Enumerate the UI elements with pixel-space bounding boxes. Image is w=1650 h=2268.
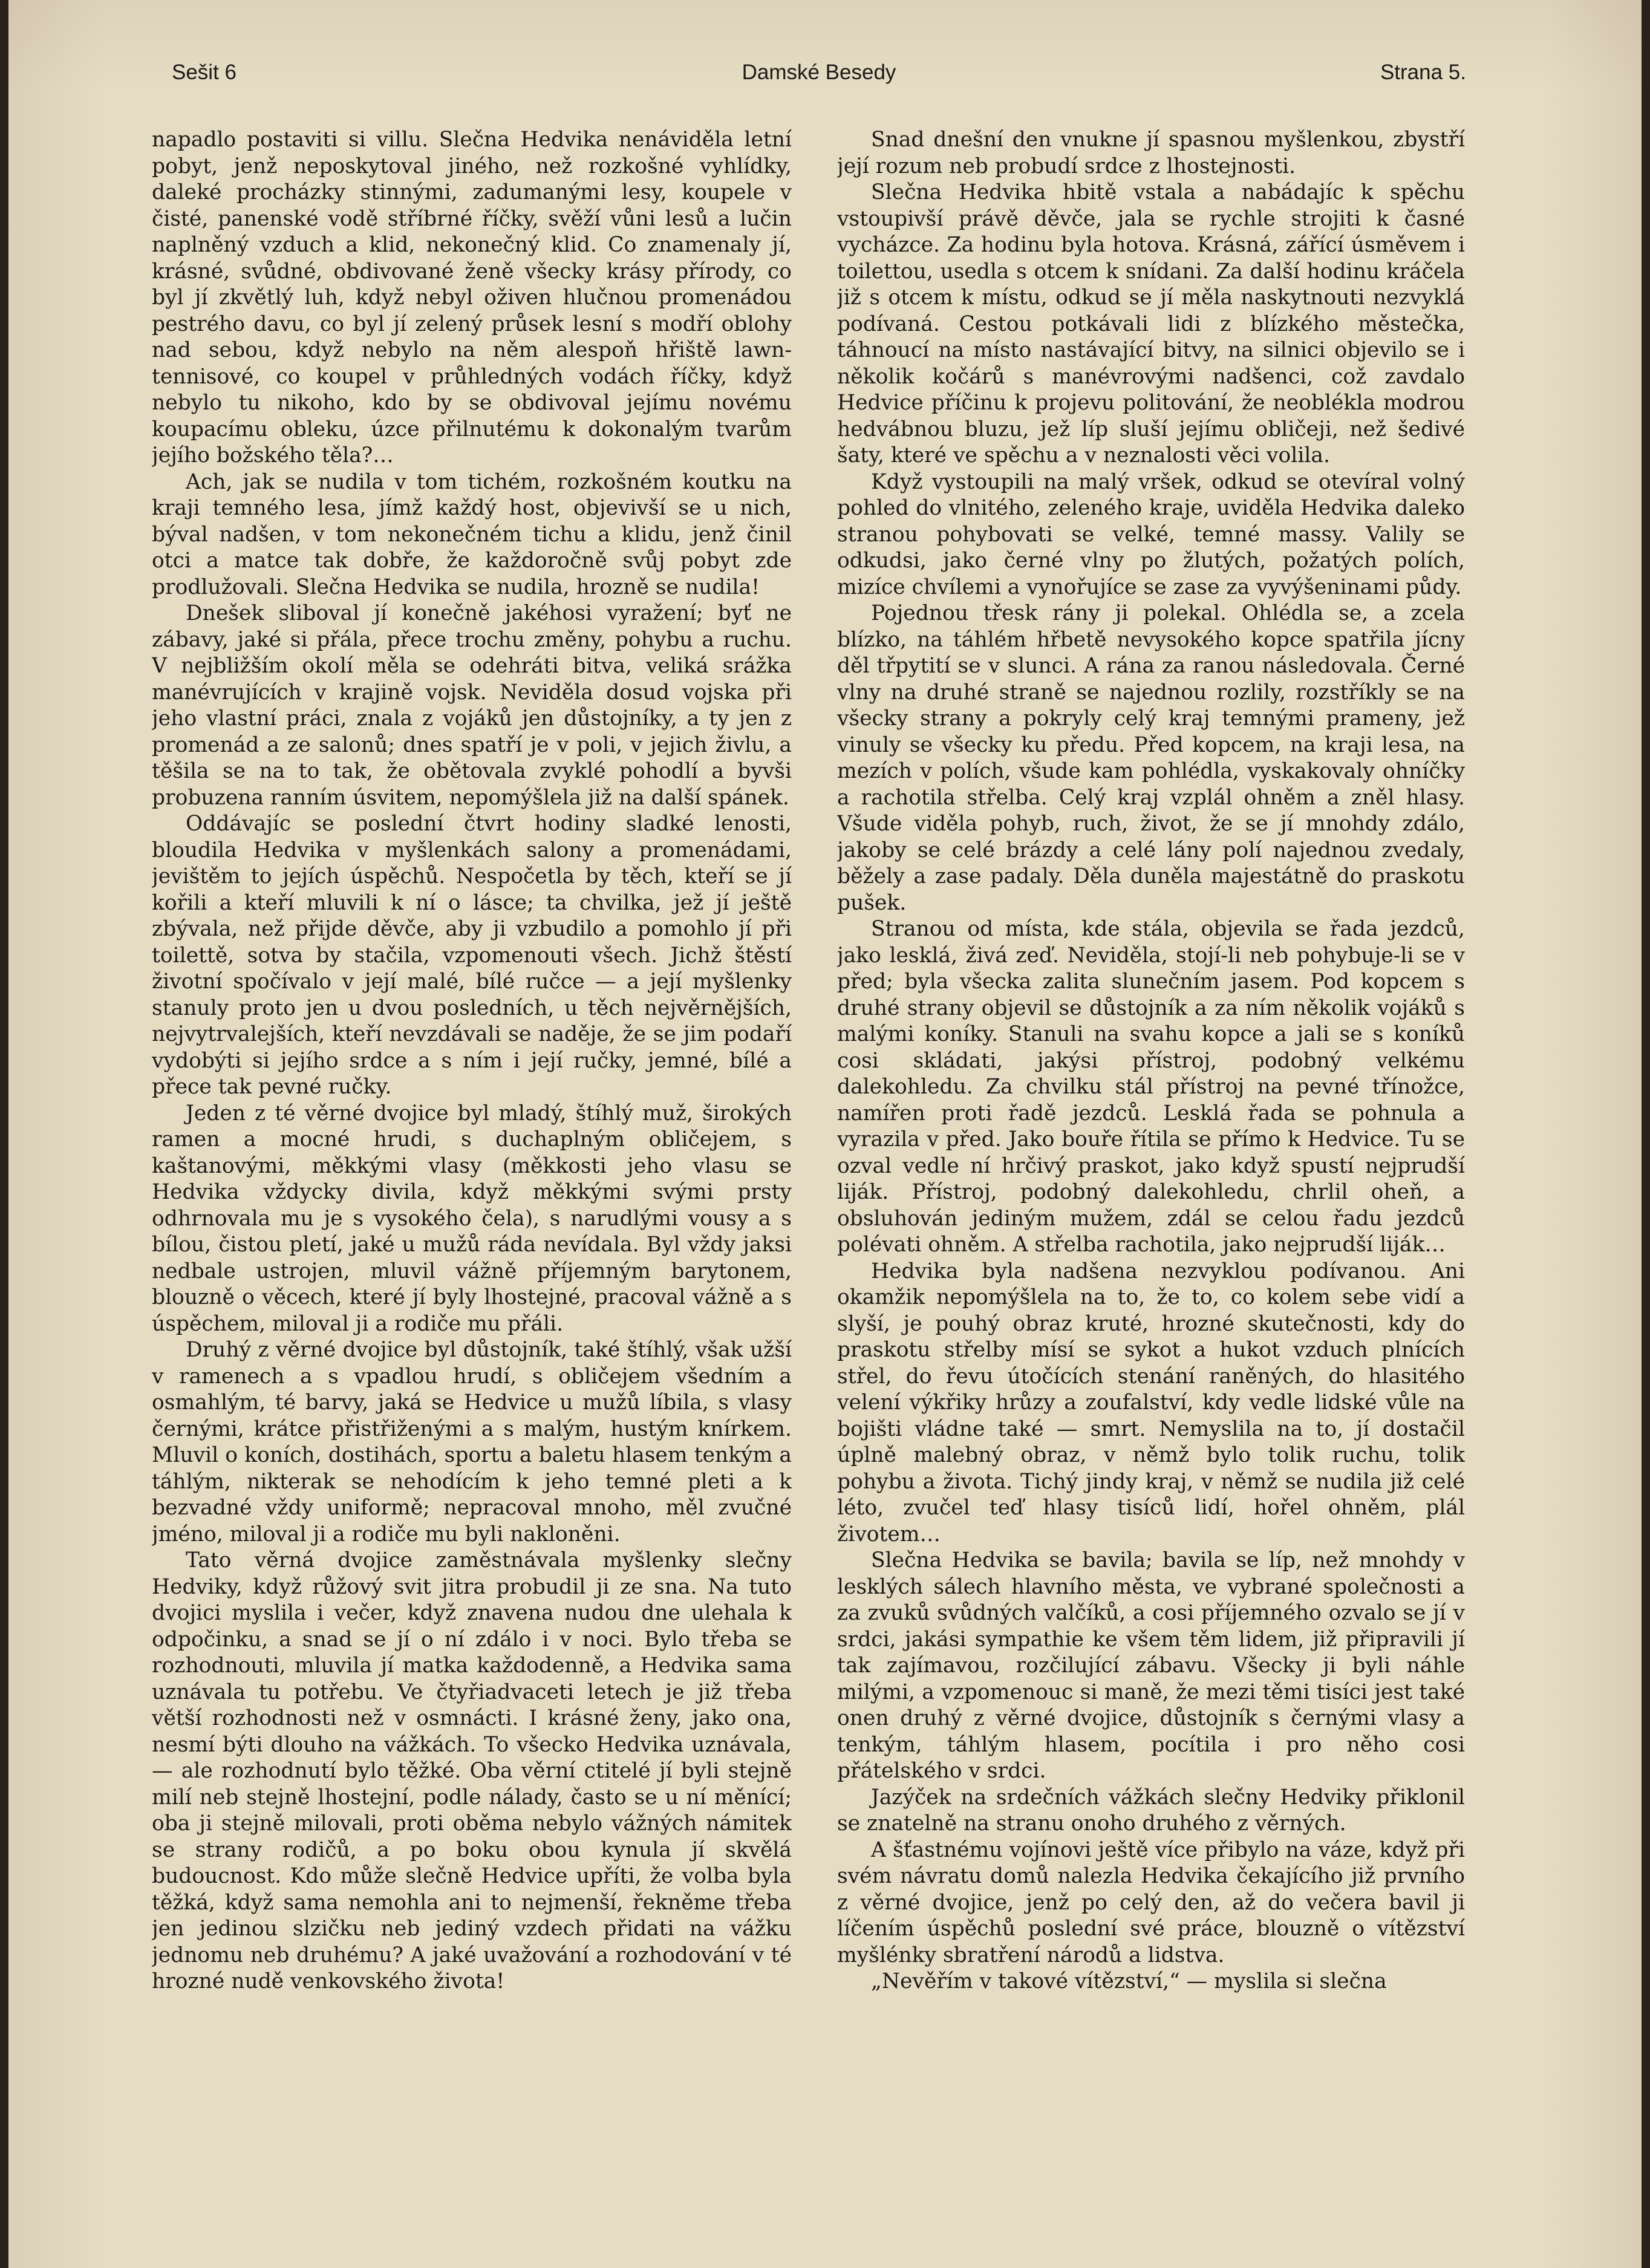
- left-text-column: [152, 127, 792, 2183]
- paragraph: A šťastnému vojínovi ještě více přibylo na váze, když při svém návratu domů nalezla Hedvika čekajícího již prvního z věrné dvojice, jenž po celý den, až do večera bavil ji líčením úspěchů poslední své práce, blouzně o vítězství myšlénky sbratření národů a lidstva.: [837, 1837, 1465, 1967]
- paragraph: Druhý z věrné dvojice byl důstojník, také štíhlý, však užší v ramenech a s vpadlou hrudí, s obličejem všedním a osmahlým, té barvy, jaká se Hedvice u mužů líbila, s vlasy černými, krátce přistřiženými a s malým, hustým knírkem. Mluvil o koních, dostihách, sportu a baletu hlasem tenkým a táhlým, nikterak se nehodícím k jeho temné pleti a k bezvadné vždy uniformě; nepracoval mnoho, měl zvučné jméno, miloval ji a rodiče mu byli nakloněni.: [152, 1338, 792, 1546]
- magazine-title: Damské Besedy: [742, 60, 896, 84]
- paragraph: Oddávajíc se poslední čtvrt hodiny sladké lenosti, bloudila Hedvika v myšlenkách salony a promenádami, jevištěm to jejích úspěchů. Nespočetla by těch, kteří se jí kořili a kteří mluvili k ní o lásce; ta chvilka, jež jí ještě zbývala, než přijde děvče, aby ji vzbudilo a pomohlo jí při toilettě, sotva by stačila, vzpomenouti všech. Jichž štěstí životní spočívalo v její malé, bílé ručce — a její myšlenky stanuly proto jen u dvou posledních, u těch nejvěrnějších, nejvytrvalejších, kteří nevzdávali se naděje, že se jim podaří vydobýti si jejího srdce a s ním i její ručky, jemné, bílé a přece tak pevné ručky.: [152, 812, 792, 1099]
- paragraph: Snad dnešní den vnukne jí spasnou myšlenkou, zbystří její rozum neb probudí srdce z lhostejnosti.: [837, 128, 1465, 178]
- paragraph: Jazýček na srdečních vážkách slečny Hedviky přiklonil se znatelně na stranu onoho druhého z věrných.: [837, 1785, 1465, 1836]
- paragraph: napadlo postaviti si villu. Slečna Hedvika nenáviděla letní pobyt, jenž neposkytoval jiného, než rozkošné vyhlídky, daleké procházky stinnými, zadumanými lesy, koupele v čisté, panenské vodě stříbrné říčky, svěží vůni lesů a lučin naplněný vzduch a klid, nekonečný klid. Co znamenaly jí, krásné, svůdné, obdivované ženě všecky krásy přírody, co byl jí zkvětlý luh, když nebyl oživen hlučnou promenádou pestrého davu, co byl jí zelený průsek lesní s modří oblohy nad sebou, když nebylo na něm alespoň hřiště lawn-tennisové, co koupel v průhledných vodách říčky, když nebylo tu nikoho, kdo by se obdivoval jejímu novému koupacímu obleku, úzce přilnutému k dokonalým tvarům jejího božského těla?…: [152, 128, 792, 468]
- paragraph: Stranou od místa, kde stála, objevila se řada jezdců, jako lesklá, živá zeď. Neviděla, stojí-li neb pohybuje-li se v před; byla všecka zalita slunečním jasem. Pod kopcem s druhé strany objevil se důstojník a za ním několik vojáků s malými koníky. Stanuli na svahu kopce a jali se s koníků cosi skládati, jakýsi přístroj, podobný velkému dalekohledu. Za chvilku stál přístroj na pevné třínožce, namířen proti řadě jezdců. Lesklá řada se pohnula a vyrazila v před. Jako bouře řítila se přímo k Hedvice. Tu se ozval vedle ní hrčivý praskot, jako když spustí nejprudší liják. Přístroj, podobný dalekohledu, chrlil oheň, a obsluhován jediným mužem, zdál se celou řadu jezdců polévati ohněm. A střelba rachotila, jako nejprudší liják…: [837, 917, 1465, 1257]
- paragraph: „Nevěřím v takové vítězství,“ — myslila si slečna: [871, 1969, 1387, 1993]
- paragraph: Ach, jak se nudila v tom tichém, rozkošném koutku na kraji temného lesa, jímž každý host, objevivší se u nich, býval nadšen, v tom nekonečném tichu a klidu, jenž činil otci a matce tak dobře, že každoročně svůj pobyt zde prodlužovali. Slečna Hedvika se nudila, hrozně se nudila!: [152, 469, 792, 599]
- paragraph: Tato věrná dvojice zaměstnávala myšlenky slečny Hedviky, když růžový svit jitra probudil ji ze sna. Na tuto dvojici myslila i večer, když znavena nudou dne ulehala k odpočinku, a snad se jí o ní zdálo i v noci. Bylo třeba se rozhodnouti, mluvila jí matka každodenně, a Hedvika sama uznávala tu potřebu. Ve čtyřiadvaceti letech je již třeba větší rozhodnosti než v osmnácti. I krásné ženy, jako ona, nesmí býti dlouho na vážkách. To všecko Hedvika uznávala, — ale rozhodnutí bylo těžké. Oba věrní ctitelé jí byli stejně milí neb stejně lhostejní, podle nálady, často se u ní měnící; oba ji stejně milovali, proti oběma nebylo vážných námitek se strany rodičů, a po boku obou kynula jí skvělá budoucnost. Kdo může slečně Hedvice upříti, že volba byla těžká, když sama nemohla ani to nejmenší, řekněme třeba jen jedinou slzičku neb jediný vzdech přidati na vážku jednomu neb druhému? A jaké uvažování a rozhodování v té hrozné nudě venkovského života!: [152, 1548, 792, 1993]
- paragraph: Slečna Hedvika se bavila; bavila se líp, než mnohdy v lesklých sálech hlavního města, ve vybrané společnosti a za zvuků svůdných valčíků, a cosi příjemného ozvalo se jí v srdci, jakási sympathie ke všem těm lidem, již připravili jí tak zajímavou, rozčilující zábavu. Všecky ji byli náhle milými, a vzpomenouc si maně, že mezi těmi tisíci jest také onen druhý z věrné dvojice, důstojník s černými vlasy a tenkým, táhlým hlasem, pocítila i pro něho cosi přátelského v srdci.: [837, 1548, 1465, 1783]
- issue-number: Sešit 6: [172, 60, 236, 84]
- paragraph: Dnešek sliboval jí konečně jakéhosi vyražení; byť ne zábavy, jaké si přála, přece trochu změny, pohybu a ruchu. V nejbližším okolí měla se odehráti bitva, veliká srážka manévrujících v krajině vojsk. Neviděla dosud vojska při jeho vlastní práci, znala z vojáků jen důstojníky, a ty jen z promenád a ze salonů; dnes spatří je v poli, v jejich živlu, a těšila se na to tak, že obětovala zvyklé pohodlí a byvši probuzena ranním úsvitem, nepomýšlela již na další spánek.: [152, 601, 792, 810]
- running-header: [172, 60, 1466, 97]
- paragraph: Když vystoupili na malý vršek, odkud se otevíral volný pohled do vlnitého, zeleného kraje, uviděla Hedvika daleko stranou pohybovati se velké, temné massy. Valily se odkudsi, jako černé vlny po žlutých, požatých polích, mizíce chvílemi a vynořujíce se zase za vyvýšeninami půdy.: [837, 469, 1465, 599]
- paragraph: Jeden z té věrné dvojice byl mladý, štíhlý muž, širokých ramen a mocné hrudi, s duchaplným obličejem, s kaštanovými, měkkými vlasy (měkkosti jeho vlasu se Hedvika vždycky divila, když měkkými svými prsty odhrnovala mu je s vysokého čela), s narudlými vousy a s bílou, čistou pletí, jaké u mužů ráda nevídala. Byl vždy jaksi nedbale ustrojen, mluvil vážně příjemným barytonem, blouzně o věcech, které jí byly lhostejné, pracoval vážně a s úspěchem, miloval ji a rodiče mu přáli.: [152, 1101, 792, 1336]
- right-text-column: [837, 127, 1465, 2183]
- paragraph: Pojednou třesk rány ji polekal. Ohlédla se, a zcela blízko, na táhlém hřbetě nevysokého kopce spatřila jícny děl třpytití se v slunci. A rána za ranou následovala. Černé vlny na druhé straně se najednou rozlily, rozstříkly se na všecky strany a pokryly celý kraj temnými prameny, jež vinuly se všecky ku předu. Před kopcem, na kraji lesa, na mezích v polích, všude kam pohlédla, vyskakovaly ohníčky a rachotila střelba. Celý kraj vzplál ohněm a zněl hlasy. Všude viděla pohyb, ruch, život, že se jí mnohdy zdálo, jakoby se celé brázdy a celé lány polí najednou zvedaly, běžely a zase padaly. Děla duněla majestátně do praskotu pušek.: [837, 601, 1465, 915]
- page-number: Strana 5.: [1380, 60, 1466, 84]
- paragraph: Hedvika byla nadšena nezvyklou podívanou. Ani okamžik nepomýšlela na to, že to, co kolem sebe vidí a slyší, je pouhý obraz kruté, hrozné skutečnosti, kdy do praskotu střelby mísí se sykot a hukot vzduch plnících střel, do řevu útočících stenání raněných, do hlasitého velení výkřiky hrůzy a zoufalství, kdy vedle lidské vůle na bojišti vládne také — smrt. Nemyslila na to, jí dostačil úplně malebný obraz, v němž bylo tolik ruchu, tolik pohybu a života. Tichý jindy kraj, v němž se nudila již celé léto, zvučel teď hlasy tisíců lidí, hořel ohněm, plál životem…: [837, 1259, 1465, 1546]
- page: [8, 0, 1642, 2268]
- paragraph: Slečna Hedvika hbitě vstala a nabádajíc k spěchu vstoupivší právě děvče, jala se rychle strojiti k časné vycházce. Za hodinu byla hotova. Krásná, zářící úsměvem i toilettou, usedla s otcem k snídani. Za další hodinu kráčela již s otcem k místu, odkud se jí měla naskytnouti nezvyklá podívaná. Cestou potkávali lidi z blízkého městečka, táhnoucí na místo nastávající bitvy, na silnici objevilo se i několik kočárů s manévrovými nadšenci, což zavdalo Hedvice příčinu k projevu politování, že neoblékla modrou hedvábnou bluzu, jež líp sluší jejímu obličeji, než šedivé šaty, které ve spěchu a v neznalosti věci volila.: [837, 180, 1465, 468]
